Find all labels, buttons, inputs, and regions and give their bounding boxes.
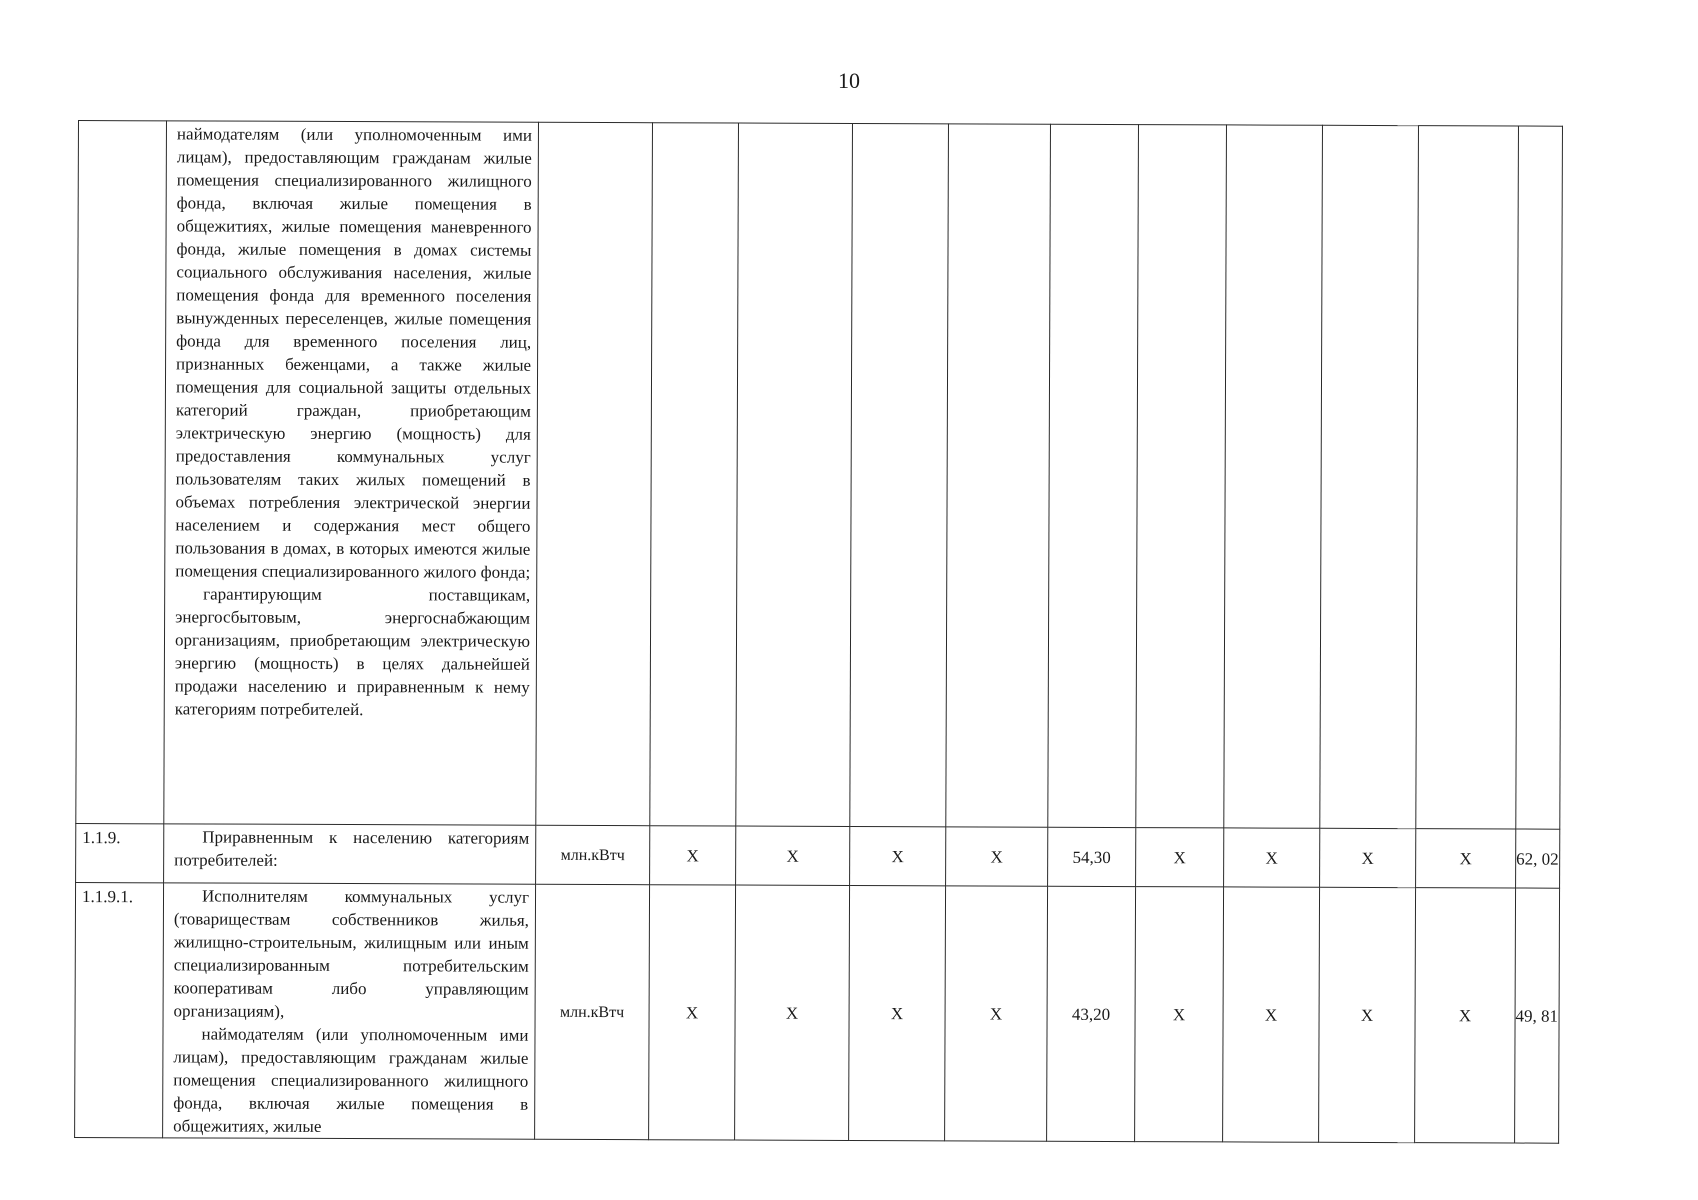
value-cell (1320, 125, 1419, 828)
value-cell (1224, 125, 1323, 828)
value-cell: X (849, 885, 946, 1140)
value-cell: X (1415, 888, 1516, 1143)
value-cell: X (850, 826, 946, 885)
value-cell: 54,30 (1048, 827, 1136, 886)
value-cell (1136, 125, 1227, 828)
value-cell: X (1136, 828, 1224, 887)
table-row (76, 121, 1562, 830)
data-table (74, 120, 1562, 1144)
description-paragraph: Исполнителям коммунальных услуг (товариществам собственников жилья, жилищно-строительным, жилищным или иным специализированным потребительским кооперативам либо управляющим организациям), (173, 886, 530, 1021)
value-cell: X (946, 827, 1048, 886)
table-row (76, 823, 1560, 888)
value-cell (1416, 126, 1519, 829)
description-paragraph: Приравненным к населению категориям потребителей: (174, 827, 530, 870)
description-paragraph: наймодателям (или уполномоченным ими лицам), предоставляющим гражданам жилые помещения специализированного жилищного фонда, включая жилые помещения в общежитиях, жилые помещения маневренного фонда, жилые помещения в домах системы социального обслуживания населения, жилые помещения фонда для временного поселения вынужденных переселенцев, жилые помещения фонда для временного поселения лиц, признанных беженцами, а также жилые помещения для социальной защиты отдельных категорий граждан, приобретающим электрическую энергию (мощность) для предоставления коммунальных услуг пользователям таких жилых помещений в объемах потребления электрической энергии населением и содержания мест общего пользования в домах, в которых имеются жилые помещения специализированного жилого фонда; (175, 124, 532, 582)
value-cell (1516, 126, 1562, 829)
row-unit (536, 122, 653, 825)
value-cell: 62, 02 (1516, 829, 1560, 888)
value-cell (736, 123, 853, 826)
value-cell: X (1135, 887, 1224, 1142)
value-cell: X (945, 886, 1048, 1141)
table-row (75, 882, 1559, 1143)
value-cell: X (1223, 887, 1320, 1142)
value-cell (650, 123, 739, 826)
description-paragraph: наймодателям (или уполномоченным ими лицам), предоставляющим гражданам жилые помещения специализированного жилищного фонда, включая жилые помещения в общежитиях, жилые (173, 1024, 529, 1136)
row-unit: млн.кВтч (536, 825, 650, 884)
value-cell: 43,20 (1047, 886, 1136, 1141)
value-cell: X (1320, 828, 1416, 887)
row-number (76, 121, 167, 824)
value-cell (1048, 124, 1139, 827)
value-cell: X (736, 826, 850, 885)
row-description (164, 824, 536, 884)
row-description (164, 121, 539, 825)
value-cell (850, 123, 949, 826)
value-cell: X (1224, 828, 1320, 887)
value-cell: X (650, 826, 736, 885)
value-cell: X (1416, 829, 1516, 888)
value-cell: X (649, 885, 736, 1140)
value-cell: X (1319, 887, 1416, 1142)
row-unit: млн.кВтч (535, 884, 650, 1139)
row-number: 1.1.9. (76, 823, 164, 882)
value-cell: 49, 81 (1515, 888, 1559, 1143)
description-paragraph: гарантирующим поставщикам, энергосбытовым, энергоснабжающим организациям, приобретающим электрическую энергию (мощность) в целях дальнейшей продажи населению и приравненным к нему категориям потребителей. (174, 584, 531, 720)
row-number: 1.1.9.1. (75, 882, 164, 1137)
row-description (163, 883, 536, 1139)
value-cell (946, 124, 1051, 827)
value-cell: X (735, 885, 850, 1140)
page-number: 10 (838, 68, 860, 93)
